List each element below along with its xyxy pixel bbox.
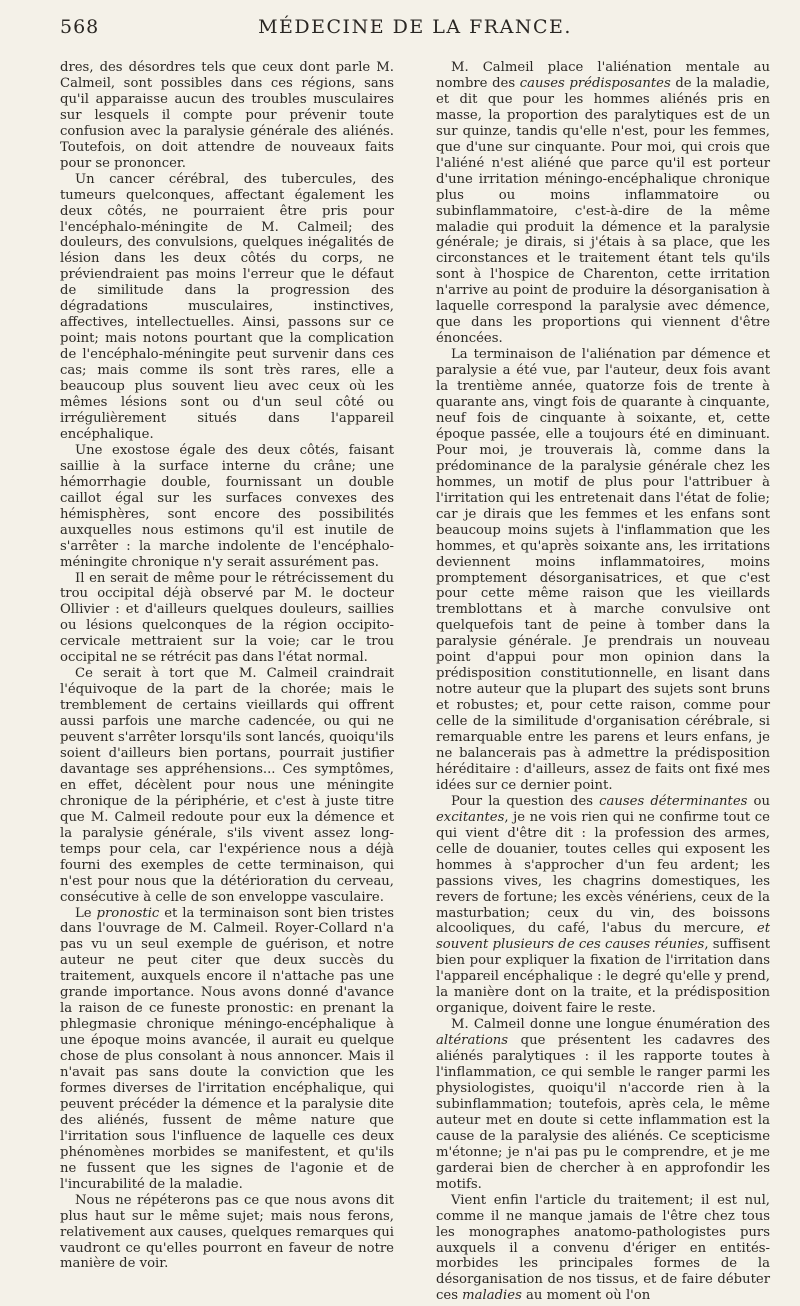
page-header	[60, 16, 770, 40]
running-title: MÉDECINE DE LA FRANCE.	[258, 16, 572, 38]
paragraph: Il en serait de même pour le rétrécissement du trou occipital déjà observé par M. le docteur Ollivier : et d'ailleurs quelques douleurs, saillies ou lésions quelconques de la région occipito-cervicale mettraient sur la voie; car le trou occipital ne se rétrécit pas dans l'état normal.	[60, 570, 394, 666]
paragraph: Nous ne répéterons pas ce que nous avons dit plus haut sur le même sujet; mais nous ferons, relativement aux causes, quelques remarques qui vaudront ce qu'elles pourront en faveur de notre manière de voir.	[60, 1192, 394, 1272]
paragraph: dres, des désordres tels que ceux dont parle M. Calmeil, sont possibles dans ces régions, sans qu'il apparaisse aucun des troubles musculaires sur lesquels il compte pour prévenir toute confusion avec la paralysie générale des aliénés. Toutefois, on doit attendre de nouveaux faits pour se prononcer.	[60, 60, 394, 171]
paragraph: Pour la question des causes déterminantes ou excitantes, je ne vois rien qui ne confirme tout ce qui vient d'être dit : la profession des armes, celle de douanier, toutes celles qui exposent les hommes à s'approcher d'un feu ardent; les passions vives, les chagrins domestiques, les revers de fortune; les excès vénériens, ceux de la masturbation; ceux du vin, des boissons alcooliques, du café, l'abus du mercure, et souvent plusieurs de ces causes réunies, suffisent bien pour expliquer la fixation de l'irritation dans l'appareil encéphalique : le degré qu'elle y prend, la manière dont on la traite, et la prédisposition organique, doivent faire le reste.	[436, 793, 770, 1017]
page-number: 568	[60, 16, 100, 38]
paragraph: La terminaison de l'aliénation par démence et paralysie a été vue, par l'auteur, deux fois avant la trentième année, quatorze fois de trente à quarante ans, vingt fois de quarante à cinquante, neuf fois de cinquante à soixante, et, cette époque passée, elle a toujours été en diminuant. Pour moi, je trouverais là, comme dans la prédominance de la paralysie générale chez les hommes, un motif de plus pour l'attribuer à l'irritation qui les entretenait dans l'état de folie; car je dirais que les femmes et les enfans sont beaucoup moins sujets à l'inflammation que les hommes, et qu'après soixante ans, les irritations deviennent moins inflammatoires, moins promptement désorganisatrices, et que c'est pour cette même raison que les vieillards tremblottans et à marche convulsive ont quelquefois tant de peine à tomber dans la paralysie générale. Je prendrais un nouveau point d'appui pour mon opinion dans la prédisposition constitutionnelle, en lisant dans notre auteur que la plupart des sujets sont bruns et robustes; et, pour cette raison, comme pour celle de la similitude d'organisation cérébrale, si remarquable entre les parens et leurs enfans, je ne balancerais pas à admettre la prédisposition héréditaire : d'ailleurs, assez de faits ont fixé mes idées sur ce dernier point.	[436, 347, 770, 793]
paragraph: Ce serait à tort que M. Calmeil craindrait l'équivoque de la part de la chorée; mais le tremblement de certains vieillards qui offrent aussi parfois une marche cadencée, ou qui ne peuvent s'arrêter lorsqu'ils sont lancés, quoiqu'ils soient d'ailleurs bien portans, pourrait justifier davantage ses appréhensions... Ces symptômes, en effet, décèlent pour nous une méningite chronique de la périphérie, et c'est à juste titre que M. Calmeil redoute pour eux la démence et la paralysie générale, s'ils vivent assez long-temps pour cela, car l'expérience nous a déjà fourni des exemples de cette terminaison, qui n'est pour nous que la détérioration du cerveau, consécutive à celle de son enveloppe vasculaire.	[60, 666, 394, 905]
paragraph: Un cancer cérébral, des tubercules, des tumeurs quelconques, affectant également les deux côtés, ne pourraient être pris pour l'encéphalo-méningite de M. Calmeil; des douleurs, des convulsions, quelques inégalités de lésion dans les deux côtés du corps, ne préviendraient pas moins l'erreur que le défaut de similitude dans la progression des dégradations musculaires, instinctives, affectives, intellectuelles. Ainsi, passons sur ce point; mais notons pourtant que la complication de l'encéphalo-méningite peut survenir dans ces cas; mais comme ils sont très rares, elle a beaucoup plus souvent lieu avec ceux où les mêmes lésions sont ou d'un seul côté ou irrégulièrement situés dans l'appareil encéphalique.	[60, 171, 394, 442]
right-column	[436, 60, 770, 1304]
paragraph: Vient enfin l'article du traitement; il est nul, comme il ne manque jamais de l'être chez tous les monographes anatomo-pathologistes purs auxquels il a convenu d'ériger en entités-morbides les principales formes de la désorganisation de nos tissus, et de faire débuter ces maladies au moment où l'on	[436, 1192, 770, 1304]
paragraph: Une exostose égale des deux côtés, faisant saillie à la surface interne du crâne; une hémorrhagie double, fournissant un double caillot égal sur les surfaces convexes des hémisphères, sont encore des possibilités auxquelles nous estimons qu'il est inutile de s'arrêter : la marche indolente de l'encéphalo-méningite chronique n'y serait assurément pas.	[60, 442, 394, 570]
paragraph: M. Calmeil place l'aliénation mentale au nombre des causes prédisposantes de la maladie, et dit que pour les hommes aliénés pris en masse, la proportion des paralytiques est de un sur quinze, tandis qu'elle n'est, pour les femmes, que d'une sur cinquante. Pour moi, qui crois que l'aliéné n'est aliéné que parce qu'il est porteur d'une irritation méningo-encéphalique chronique plus ou moins inflammatoire ou subinflammatoire, c'est-à-dire de la même maladie qui produit la démence et la paralysie générale; je dirais, si j'étais à sa place, que les circonstances et le traitement étant tels qu'ils sont à l'hospice de Charenton, cette irritation n'arrive au point de produire la désorganisation à laquelle correspond la paralysie avec démence, que dans les proportions qui viennent d'être énoncées.	[436, 60, 770, 347]
paragraph: M. Calmeil donne une longue énumération des altérations que présentent les cadavres des aliénés paralytiques : il les rapporte toutes à l'inflammation, ce qui semble le ranger parmi les physiologistes, quoiqu'il n'accorde rien à la subinflammation; toutefois, après cela, le même auteur met en doute si cette inflammation est la cause de la paralysie des aliénés. Ce scepticisme m'étonne; je n'ai pas pu le comprendre, et je me garderai bien de chercher à en approfondir les motifs.	[436, 1017, 770, 1192]
left-column	[60, 60, 394, 1272]
paragraph: Le pronostic et la terminaison sont bien tristes dans l'ouvrage de M. Calmeil. Royer-Collard n'a pas vu un seul exemple de guérison, et notre auteur ne peut citer que deux succès du traitement, auxquels encore il n'attache pas une grande importance. Nous avons donné d'avance la raison de ce funeste pronostic: en prenant la phlegmasie chronique méningo-encéphalique à une époque moins avancée, il aurait eu quelque chose de plus consolant à nous annoncer. Mais il n'avait pas sans doute la conviction que les formes diverses de l'irritation encéphalique, qui peuvent précéder la démence et la paralysie dite des aliénés, fussent de même nature que l'irritation sous l'influence de laquelle ces deux phénomènes morbides se manifestent, et qu'ils ne fussent que les signes de l'agonie et de l'incurabilité de la maladie.	[60, 905, 394, 1192]
